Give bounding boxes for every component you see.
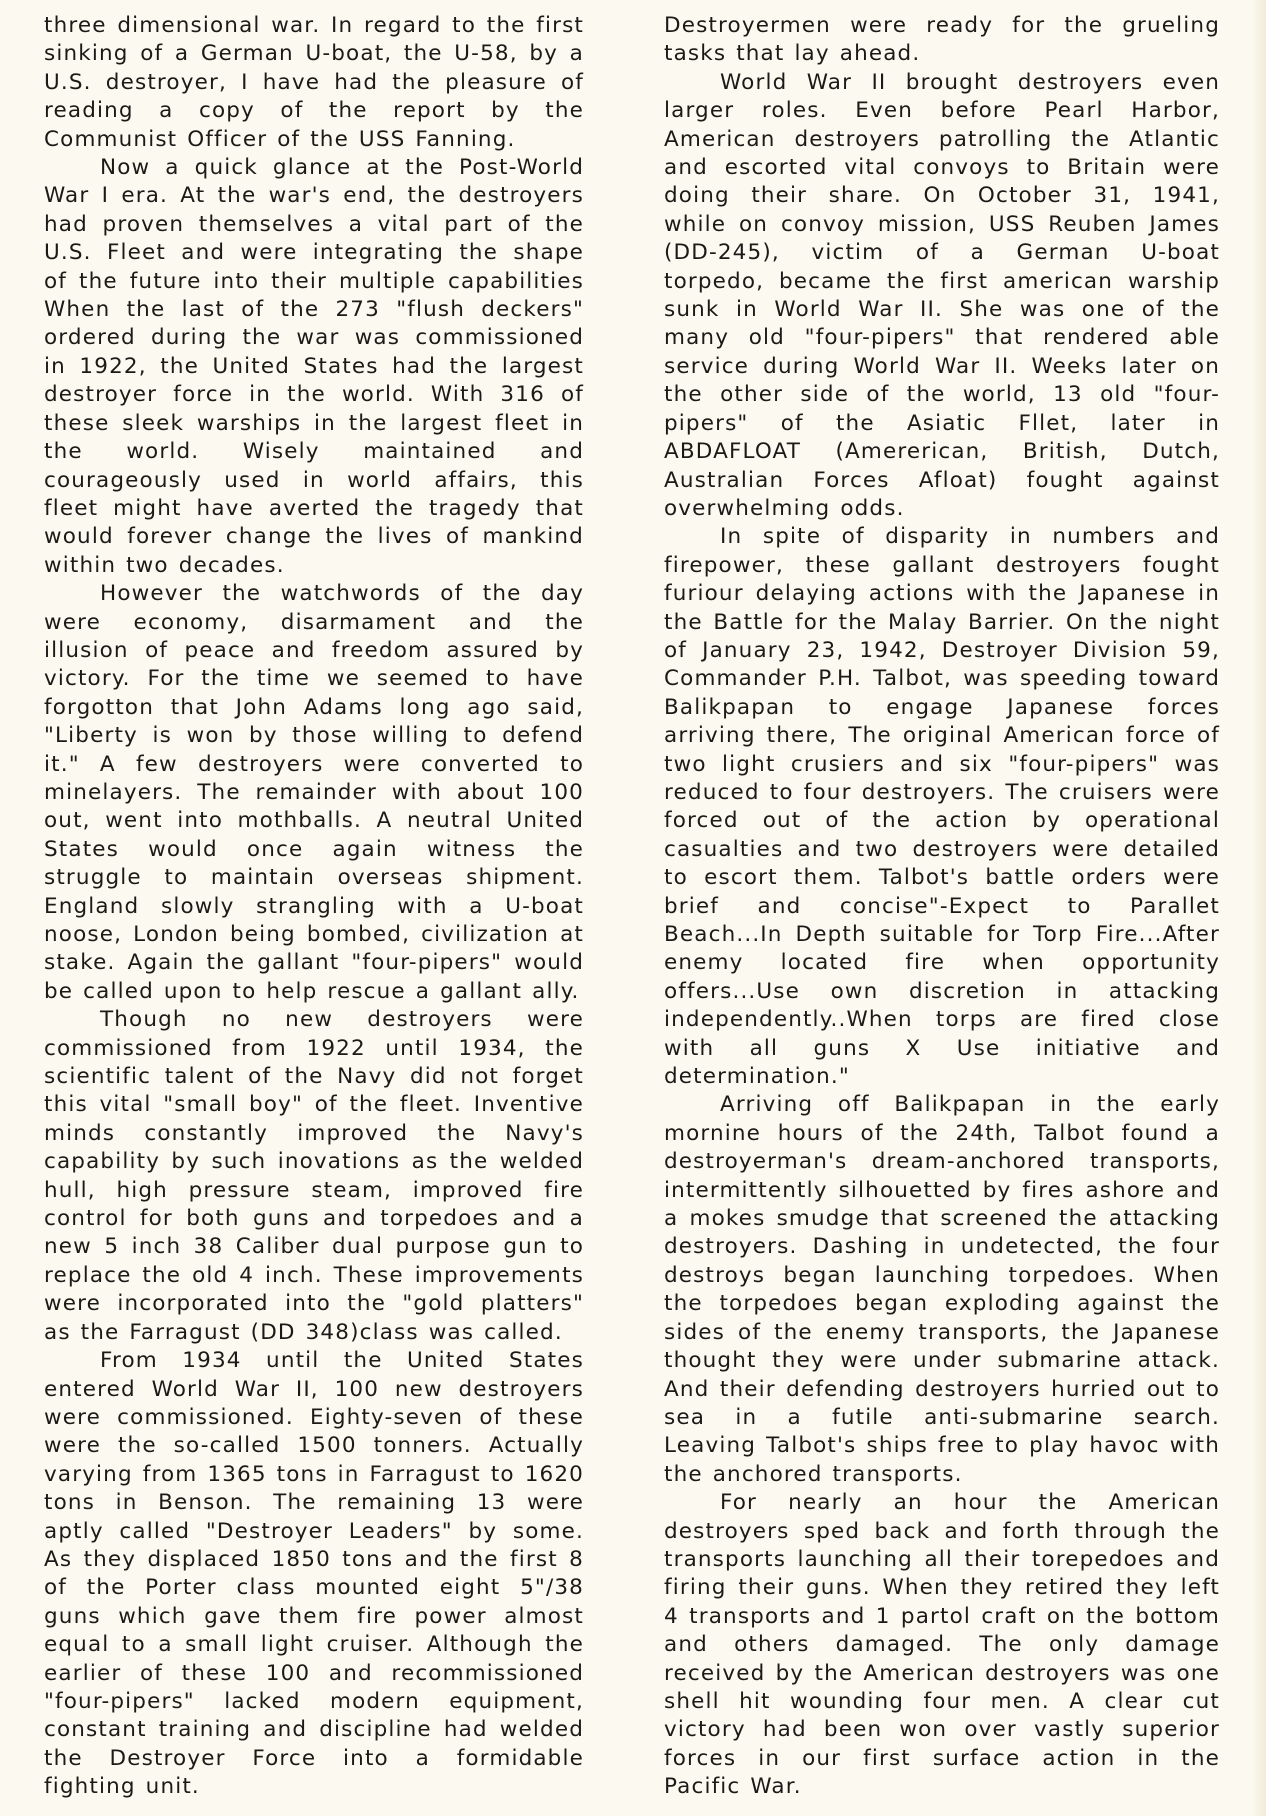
paragraph: Destroyermen were ready for the grueling tasks that lay ahead.: [664, 13, 1220, 67]
paragraph: For nearly an hour the American destroyers sped back and forth through the transports launching all their torepedoes and firing their guns. When they retired they left 4 transports and 1 partol craft on the bottom and others damaged. The only damage received by the American destroyers was one shell hit wounding four men. A clear cut victory had been won over vastly superior forces in our first surface action in the Pacific War.: [664, 1490, 1220, 1800]
paragraph: three dimensional war. In regard to the first sinking of a German U-boat, the U-58, by a U.S. destroyer, I have had the pleasure of reading a copy of the report by the Communist Officer of the USS Fanning.: [44, 13, 584, 152]
paragraph: Now a quick glance at the Post-World War I era. At the war's end, the destroyers had proven themselves a vital part of the U.S. Fleet and were integrating the shape of the future into their multiple capabilities When the last of the 273 "flush deckers" ordered during the war was commissioned in 1922, the United States had the largest destroyer force in the world. With 316 of these sleek warships in the largest fleet in the world. Wisely maintained and courageously used in world affairs, this fleet might have averted the tragedy that would forever change the lives of mankind within two decades.: [44, 155, 584, 578]
paragraph: From 1934 until the United States entered World War II, 100 new destroyers were commissioned. Eighty-seven of these were the so-called 1500 tonners. Actually varying from 1365 tons in Farragust to 1620 tons in Benson. The remaining 13 were aptly called "Destroyer Leaders" by some. As they displaced 1850 tons and the first 8 of the Porter class mounted eight 5"/38 guns which gave them fire power almost equal to a small light cruiser. Although the earlier of these 100 and recommissioned "four-pipers" lacked modern equipment, constant training and discipline had welded the Destroyer Force into a formidable fighting unit.: [44, 1348, 585, 1800]
paragraph: In spite of disparity in numbers and firepower, these gallant destroyers fought furiour delaying actions with the Japanese in the Battle for the Malay Barrier. On the night of January 23, 1942, Destroyer Division 59, Commander P.H. Talbot, was speeding toward Balikpapan to engage Japanese forces arriving there, The original American force of two light crusiers and six "four-pipers" was reduced to four destroyers. The cruisers were forced out of the action by operational casualties and two destroyers were detailed to escort them. Talbot's battle orders were brief and concise"-Expect to Parallet Beach...In Depth suitable for Torp Fire...After enemy located fire when opportunity offers...Use own discretion in attacking independently..When torps are fired close with all guns X Use initiative and determination.": [664, 524, 1220, 1090]
paragraph: However the watchwords of the day were economy, disarmament and the illusion of peace and freedom assured by victory. For the time we seemed to have forgotton that John Adams long ago said, "Liberty is won by those willing to defend it." A few destroyers were converted to minelayers. The remainder with about 100 out, went into mothballs. A neutral United States would once again witness the struggle to maintain overseas shipment. England slowly strangling with a U-boat noose, London being bombed, civilization at stake. Again the gallant "four-pipers" would be called upon to help rescue a gallant ally.: [44, 581, 584, 1004]
page-edge-shadow: [1252, 0, 1266, 1816]
right-text-column: [664, 12, 1220, 1802]
paragraph: World War II brought destroyers even larger roles. Even before Pearl Harbor, American destroyers patrolling the Atlantic and escorted vital convoys to Britain were doing their share. On October 31, 1941, while on convoy mission, USS Reuben James (DD-245), victim of a German U-boat torpedo, became the first american warship sunk in World War II. She was one of the many old "four-pipers" that rendered able service during World War II. Weeks later on the other side of the world, 13 old "four-pipers" of the Asiatic Fllet, later in ABDAFLOAT (Amererican, British, Dutch, Australian Forces Afloat) fought against overwhelming odds.: [664, 69, 1220, 521]
paragraph: Though no new destroyers were commissioned from 1922 until 1934, the scientific talent of the Navy did not forget this vital "small boy" of the fleet. Inventive minds constantly improved the Navy's capability by such inovations as the welded hull, high pressure steam, improved fire control for both guns and torpedoes and a new 5 inch 38 Caliber dual purpose gun to replace the old 4 inch. These improvements were incorporated into the "gold platters" as the Farragust (DD 348)class was called.: [44, 1007, 584, 1345]
left-text-column: [44, 12, 584, 1802]
paragraph: Arriving off Balikpapan in the early mornine hours of the 24th, Talbot found a destroyerman's dream-anchored transports, intermittently silhouetted by fires ashore and a mokes smudge that screened the attacking destroyers. Dashing in undetected, the four destroys began launching torpedoes. When the torpedoes began exploding against the sides of the enemy transports, the Japanese thought they were under submarine attack. And their defending destroyers hurried out to sea in a futile anti-submarine search. Leaving Talbot's ships free to play havoc with the anchored transports.: [664, 1092, 1220, 1487]
